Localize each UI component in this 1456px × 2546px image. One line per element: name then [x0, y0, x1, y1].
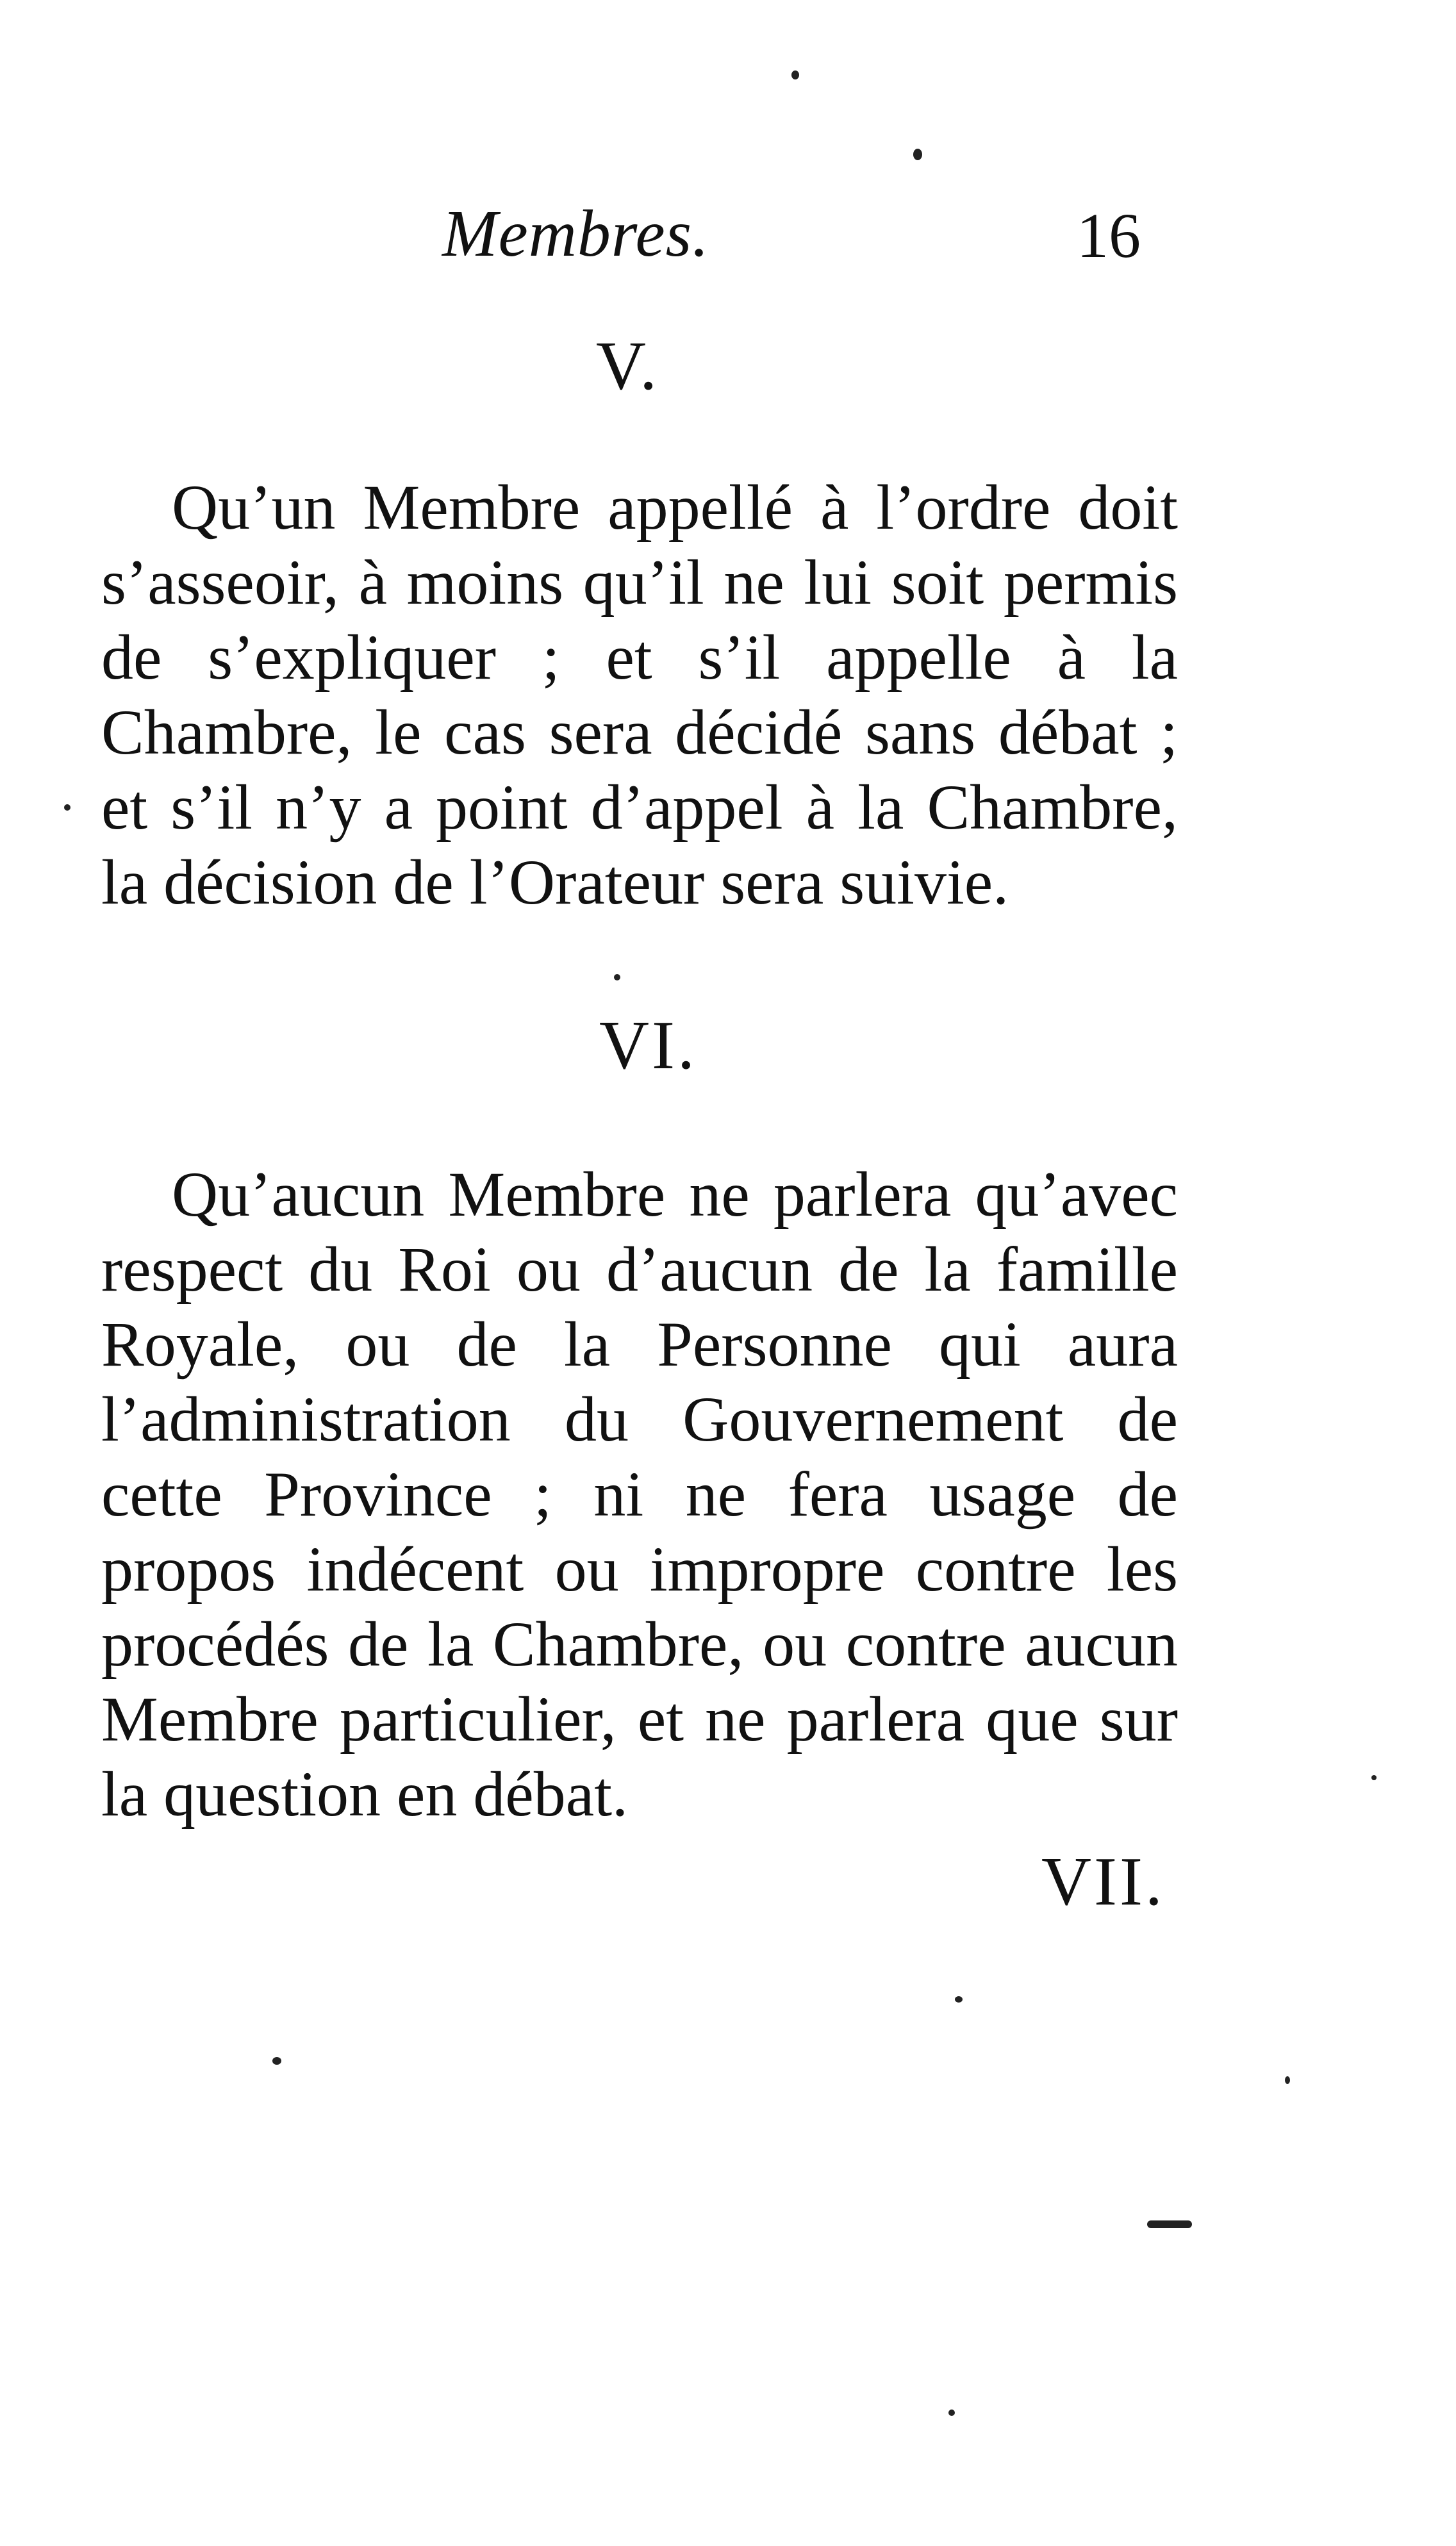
scan-speck	[64, 804, 70, 811]
scan-speck	[614, 974, 620, 980]
section-vi-text: Qu’aucun Membre ne parlera qu’avec respect du Roi ou d’aucun de la famille Royale, ou de la Personne qui aura l’administration du Gouvernement de cette Province ; ni ne fera usage de propos indécent ou impropre contre les procédés de la Chambre, ou contre aucun Membre particulier, et ne parlera que sur la question en débat.	[101, 1159, 1178, 1830]
running-header-title: Membres.	[442, 197, 710, 270]
section-v-text: Qu’un Membre appellé à l’ordre doit s’asseoir, à moins qu’il ne lui soit permis de s’expliquer ; et s’il appelle à la Chambre, le cas sera décidé sans débat ; et s’il n’y a point d’appel à la Chambre, la décision de l’Orateur sera suivie.	[101, 472, 1178, 918]
page-number: 16	[1077, 200, 1141, 271]
scan-speck	[1371, 1775, 1377, 1780]
section-number-vi: VI.	[599, 1007, 697, 1084]
scan-speck	[791, 70, 799, 79]
scan-speck	[1285, 2076, 1290, 2084]
scan-speck	[272, 2057, 281, 2065]
catchword: VII.	[1041, 1844, 1165, 1920]
section-number-v: V.	[596, 328, 660, 404]
scan-speck	[1147, 2220, 1192, 2228]
scan-speck	[913, 149, 922, 160]
scan-speck	[948, 2410, 955, 2416]
scan-speck	[955, 1996, 963, 2003]
